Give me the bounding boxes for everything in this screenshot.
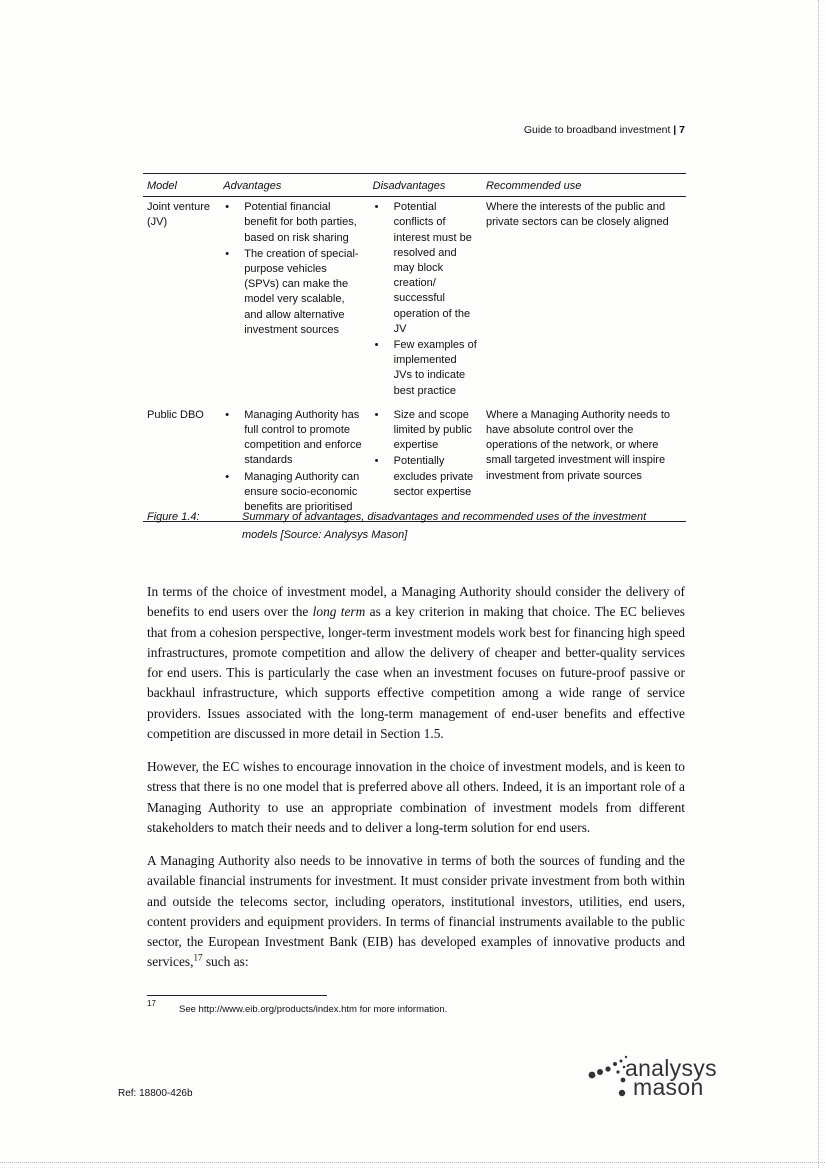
- body-paragraph-2: However, the EC wishes to encourage innovation in the choice of investment models, and is keen to stress that there is no one model that is preferred above all others. Indeed, it is an important role of a Managing Authority to use an appropriate combination of investment models from different stakeholders to match their needs and to deliver a long-term solution for end users.: [147, 759, 685, 835]
- col-header-disadvantages: Disadvantages: [369, 174, 482, 197]
- list-item: • Managing Authority can ensure socio-economic benefits are prioritised: [223, 470, 364, 516]
- header-title: Guide to broadband investment: [523, 124, 671, 136]
- footnote-number: 17: [147, 999, 156, 1008]
- document-reference: Ref: 18800-426b: [118, 1088, 193, 1099]
- header-separator: |: [670, 124, 680, 136]
- paragraph-text: In terms of the choice of investment model, a Managing Authority should consider the delivery of benefits to end users over the: [147, 584, 685, 620]
- body-paragraph-3: [147, 851, 685, 973]
- cell-advantages: [219, 405, 368, 522]
- scan-edge-bottom: [0, 1162, 825, 1164]
- header-page-number: 7: [679, 124, 685, 136]
- figure-label: Figure 1.4:: [147, 511, 200, 523]
- table-row: [143, 197, 686, 405]
- cell-advantages: [219, 197, 368, 405]
- cell-model: Public DBO: [143, 405, 219, 522]
- cell-model: Joint venture (JV): [147, 201, 210, 229]
- paragraph-text: such as:: [202, 954, 249, 970]
- list-item: • Potential conflicts of interest must be resolved and may block creation/ successful operation of the JV: [373, 200, 478, 337]
- figure-caption: [147, 508, 667, 544]
- paragraph-text: A Managing Authority also needs to be innovative in terms of both the sources of funding and the available financial instruments for investment. It must consider private investment from both within and outside the telecoms sector, including operators, institutional investors, utilities, end users, content providers and equipment providers. In terms of financial instruments available to the public sector, the European Investment Bank (EIB) has developed examples of innovative products and services,: [147, 853, 685, 970]
- list-item: • Potential financial benefit for both parties, based on risk sharing: [223, 200, 364, 246]
- list-item: • Few examples of implemented JVs to indicate best practice: [373, 338, 478, 399]
- paragraph-text: as a key criterion in making that choice. The EC believes that from a cohesion perspective, longer-term investment models work best for financing high speed infrastructures, promote competition and allow the delivery of cheaper and better-quality services for end users. This is particularly the case when an investment focuses on future-proof passive or backhaul infrastructure, which supports effective competition among a wide range of service providers. Issues associated with the long-term management of end-user benefits and effective competition are discussed in more detail in Section 1.5.: [147, 604, 686, 742]
- cell-disadvantages: [369, 197, 482, 405]
- investment-models-table: [143, 173, 686, 522]
- cell-disadvantages: [369, 405, 482, 522]
- col-header-advantages: Advantages: [219, 174, 368, 197]
- logo-word-analysys: analysys: [625, 1055, 717, 1081]
- body-paragraph-1: [147, 582, 685, 744]
- list-item: • The creation of special-purpose vehicles (SPVs) can make the model very scalable, and allow alternative investment sources: [223, 247, 364, 338]
- figure-caption-text: Summary of advantages, disadvantages and recommended uses of the investment models [Source: Analysys Mason]: [242, 511, 647, 541]
- footnote-text: See http://www.eib.org/products/index.htm for more information.: [179, 1004, 448, 1015]
- table-row: [143, 405, 686, 522]
- scan-edge-right: [818, 0, 820, 1168]
- cell-recommended-use: Where a Managing Authority needs to have absolute control over the operations of the network, or where small targeted investment will inspire investment from private sources: [482, 405, 686, 522]
- col-header-model: Model: [143, 174, 219, 197]
- list-item: • Size and scope limited by public expertise: [373, 408, 478, 454]
- cell-recommended-use: Where the interests of the public and private sectors can be closely aligned: [485, 201, 669, 229]
- footnote-divider: [147, 995, 327, 996]
- running-header: [524, 124, 685, 136]
- emphasis-long-term: long term: [312, 604, 366, 620]
- col-header-recommended-use: Recommended use: [482, 174, 686, 197]
- analysys-mason-logo: [588, 1052, 733, 1102]
- footnote-reference: 17: [193, 953, 203, 964]
- list-item: • Managing Authority has full control to promote competition and enforce standards: [223, 408, 364, 469]
- list-item: • Potentially excludes private sector expertise: [373, 454, 478, 500]
- table-header-row: [143, 174, 686, 197]
- logo-word-mason: mason: [633, 1074, 704, 1100]
